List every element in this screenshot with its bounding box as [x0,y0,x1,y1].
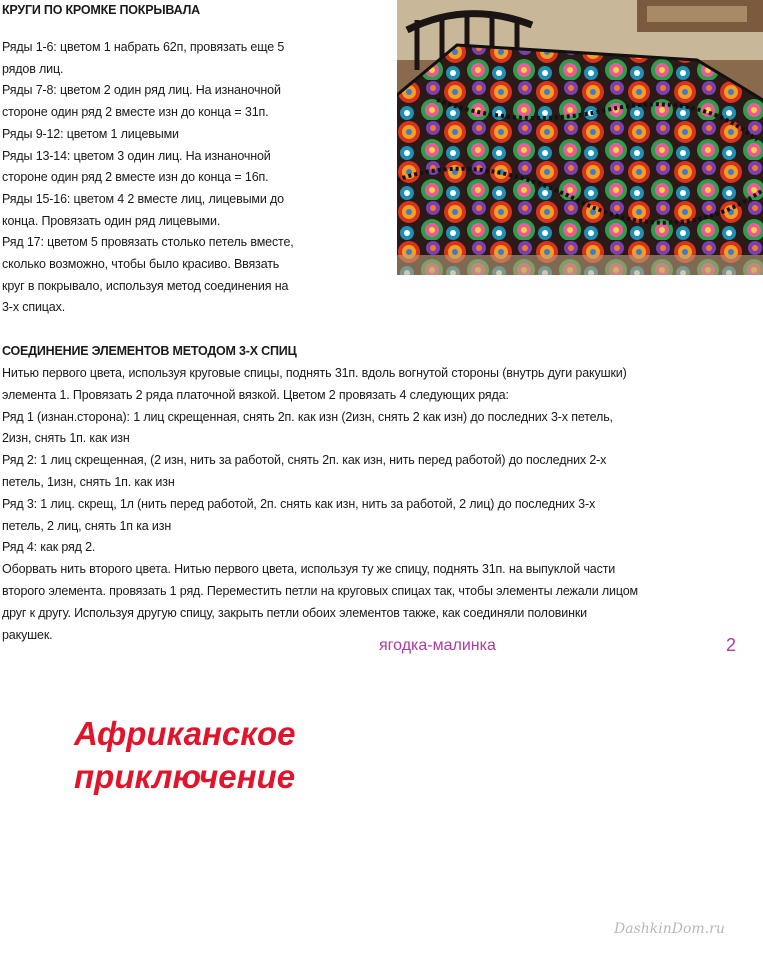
instruction-line: стороне один ряд 2 вместе изн до конца = 16п. [2,170,269,185]
instruction-line: Ряд 17: цветом 5 провязать столько петель вместе, [2,235,294,250]
instruction-line: петель, 2 лиц, снять 1п ка изн [2,518,172,533]
page-number: 2 [726,635,737,655]
bedspread-photo [397,0,763,275]
pattern-title-line: приключение [74,758,296,795]
instruction-line: Ряд 1 (изнан.сторона): 1 лиц скрещенная, снять 2п. как изн (2изн, снять 2 как изн) до последних 3-х петель, [2,409,613,424]
instruction-line: Оборвать нить второго цвета. Нитью первого цвета, используя ту же спицу, поднять 31п. на выпуклой части [2,562,616,577]
instruction-line: Ряды 1-6: цветом 1 набрать 62п, провязать еще 5 [2,40,285,54]
instruction-line: 2изн, снять 1п. как изн [2,431,130,446]
author-name: ягодка-малинка [379,637,496,654]
instruction-line: сколько возможно, чтобы было красиво. Ввязать [2,257,280,272]
instruction-line: стороне один ряд 2 вместе изн до конца = 31п. [2,105,269,120]
instruction-line: Ряды 7-8: цветом 2 один ряд лиц. На изнаночной [2,83,281,98]
instruction-line: рядов лиц. [2,61,64,76]
instruction-line: ракушек. [2,627,53,642]
site-watermark: DashkinDom.ru [614,921,725,937]
edge-circles-instructions [2,37,347,319]
instruction-line: Ряд 3: 1 лиц. скрещ, 1л (нить перед работой, 2п. снять как изн, нить за работой, 2 лиц) до последних 3-х [2,496,596,511]
instruction-line: конца. Провязать один ряд лицевыми. [2,213,221,228]
instruction-line: Ряд 4: как ряд 2. [2,540,96,555]
instruction-line: друг к другу. Используя другую спицу, закрыть петли обоих элементов также, как соединяли половинки [2,605,587,620]
section-heading-edge-circles: КРУГИ ПО КРОМКЕ ПОКРЫВАЛА [2,3,200,17]
instruction-line: Ряды 15-16: цветом 4 2 вместе лиц, лицевыми до [2,191,284,206]
pattern-title-line: Африканское [74,715,296,752]
instruction-line: второго элемента. провязать 1 ряд. Переместить петли на круговых спицах так, чтобы элементы лежали лицом [2,583,638,598]
instruction-line: 3-х спицах. [2,300,66,315]
section-heading-three-needle-join: СОЕДИНЕНИЕ ЭЛЕМЕНТОВ МЕТОДОМ 3-Х СПИЦ [2,344,297,358]
instruction-line: круг в покрывало, используя метод соединения на [2,278,289,293]
instruction-line: Нитью первого цвета, используя круговые спицы, поднять 31п. вдоль вогнутой стороны (внутрь дуги ракушки) [2,366,627,380]
instruction-line: элемента 1. Провязать 2 ряда платочной вязкой. Цветом 2 провязать 4 следующих ряда: [2,387,509,402]
instruction-line: Ряды 13-14: цветом 3 один лиц. На изнаночной [2,148,271,163]
three-needle-join-instructions [2,363,742,646]
instruction-line: Ряд 2: 1 лиц скрещенная, (2 изн, нить за работой, снять 2п. как изн, нить перед работой) до последних 2-х [2,453,607,468]
instruction-line: Ряды 9-12: цветом 1 лицевыми [2,126,179,141]
instruction-line: петель, 1изн, снять 1п. как изн [2,474,175,489]
pattern-title [74,712,296,798]
